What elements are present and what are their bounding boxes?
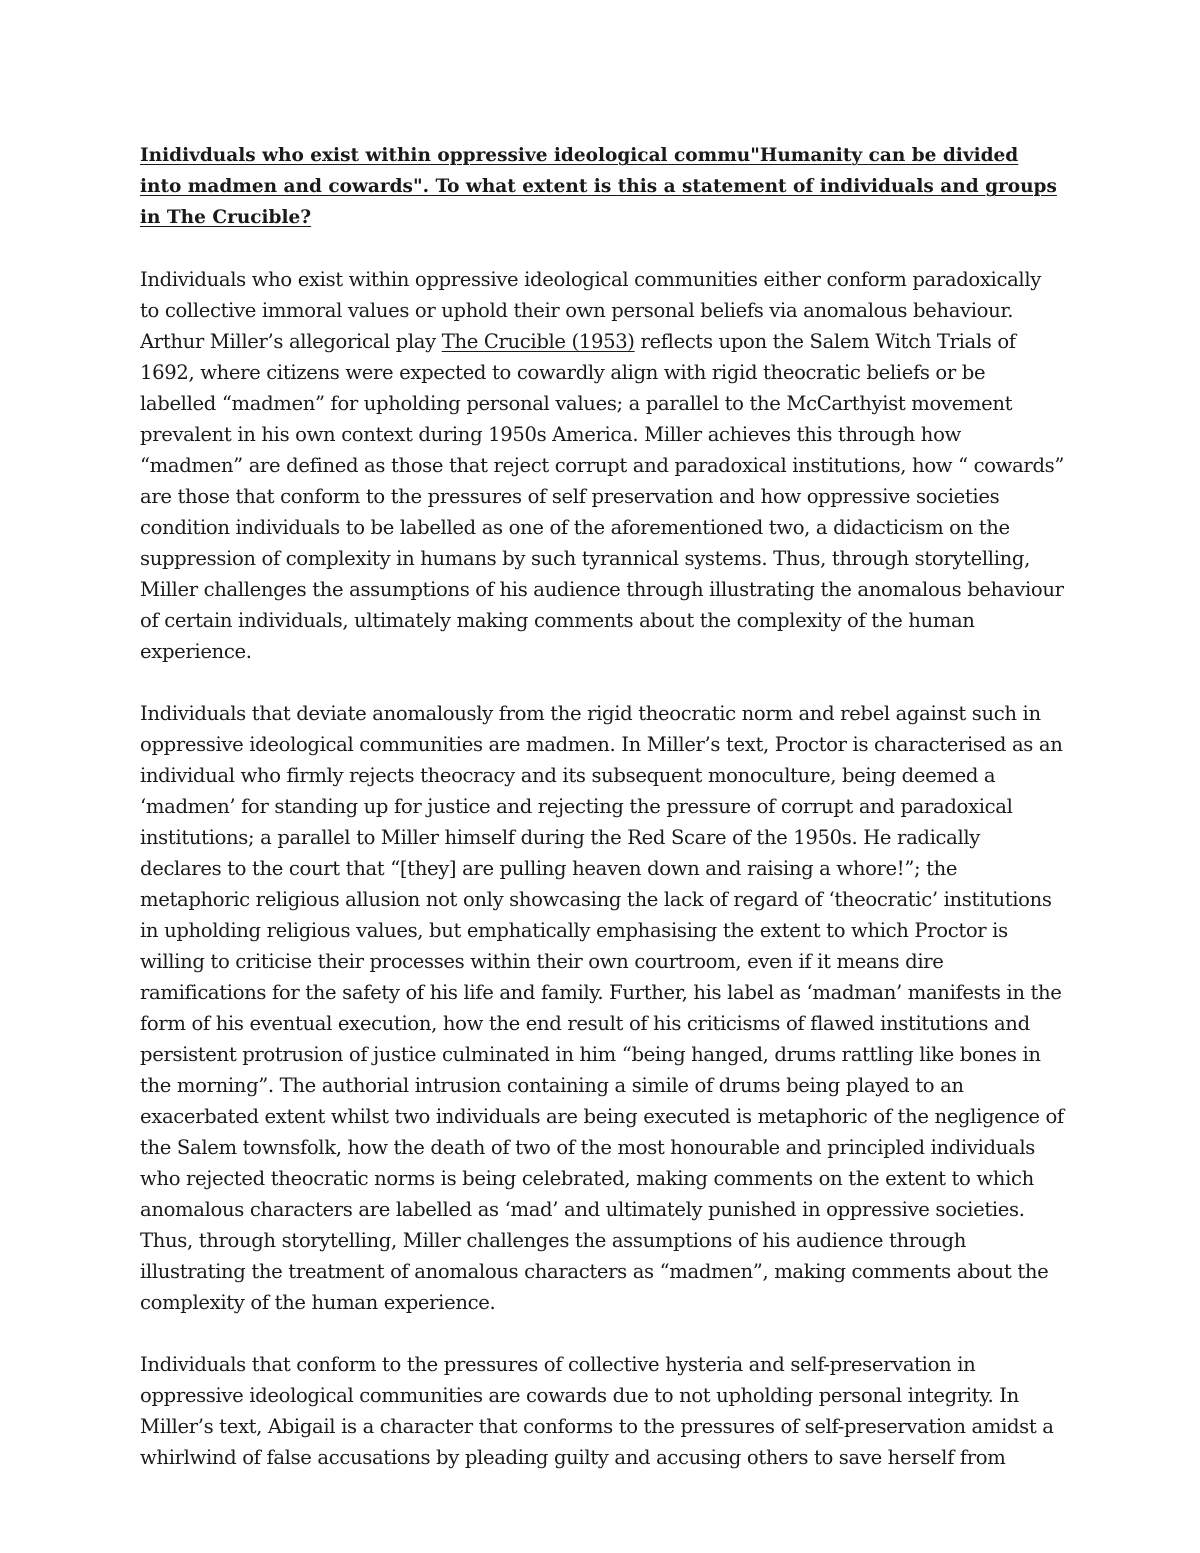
play-title: The Crucible (1953): [441, 330, 635, 353]
paragraph-introduction-lead: Individuals who exist within oppressive ideological communities either conform paradoxically to collective immoral values or uphold their own personal beliefs via anomalous behaviour. Arthur Miller’s allegorical play: [140, 268, 1041, 353]
paragraph-cowards: Individuals that conform to the pressures of collective hysteria and self-preservation in oppressive ideological communities are cowards due to not upholding personal integrity. In Miller’s text, Abigail is a character that conforms to the pressures of self-preservation amidst a whirlwind of false accusations by pleading guilty and accusing others to save herself from: [140, 1353, 1054, 1469]
paragraph-introduction-rest: reflects upon the Salem Witch Trials of 1692, where citizens were expected to cowardly align with rigid theocratic beliefs or be labelled “madmen” for upholding personal values; a parallel to the McCarthyist movement prevalent in his own context during 1950s America. Miller achieves this through how “madmen” are defined as those that reject corrupt and paradoxical institutions, how “ cowards” are those that conform to the pressures of self preservation and how oppressive societies condition individuals to be labelled as one of the aforementioned two, a didacticism on the suppression of complexity in humans by such tyrannical systems. Thus, through storytelling, Miller challenges the assumptions of his audience through illustrating the anomalous behaviour of certain individuals, ultimately making comments about the complexity of the human experience.: [140, 330, 1065, 663]
paragraph-introduction: [140, 264, 1065, 667]
paragraph-madmen: Individuals that deviate anomalously from the rigid theocratic norm and rebel against such in oppressive ideological communities are madmen. In Miller’s text, Proctor is characterised as an individual who firmly rejects theocracy and its subsequent monoculture, being deemed a ‘madmen’ for standing up for justice and rejecting the pressure of corrupt and paradoxical institutions; a parallel to Miller himself during the Red Scare of the 1950s. He radically declares to the court that “[they] are pulling heaven down and raising a whore!”; the metaphoric religious allusion not only showcasing the lack of regard of ‘theocratic’ institutions in upholding religious values, but emphatically emphasising the extent to which Proctor is willing to criticise their processes within their own courtroom, even if it means dire ramifications for the safety of his life and family. Further, his label as ‘madman’ manifests in the form of his eventual execution, how the end result of his criticisms of flawed institutions and persistent protrusion of justice culminated in him “being hanged, drums rattling like bones in the morning”. The authorial intrusion containing a simile of drums being played to an exacerbated extent whilst two individuals are being executed is metaphoric of the negligence of the Salem townsfolk, how the death of two of the most honourable and principled individuals who rejected theocratic norms is being celebrated, making comments on the extent to which anomalous characters are labelled as ‘mad’ and ultimately punished in oppressive societies. Thus, through storytelling, Miller challenges the assumptions of his audience through illustrating the treatment of anomalous characters as “madmen”, making comments about the complexity of the human experience.: [140, 702, 1064, 1314]
document-body: [140, 140, 1065, 1473]
essay-title: Inidivduals who exist within oppressive ideological commu"Humanity can be divided into madmen and cowards". To what extent is this a statement of individuals and groups in The Crucible?: [140, 145, 1057, 228]
